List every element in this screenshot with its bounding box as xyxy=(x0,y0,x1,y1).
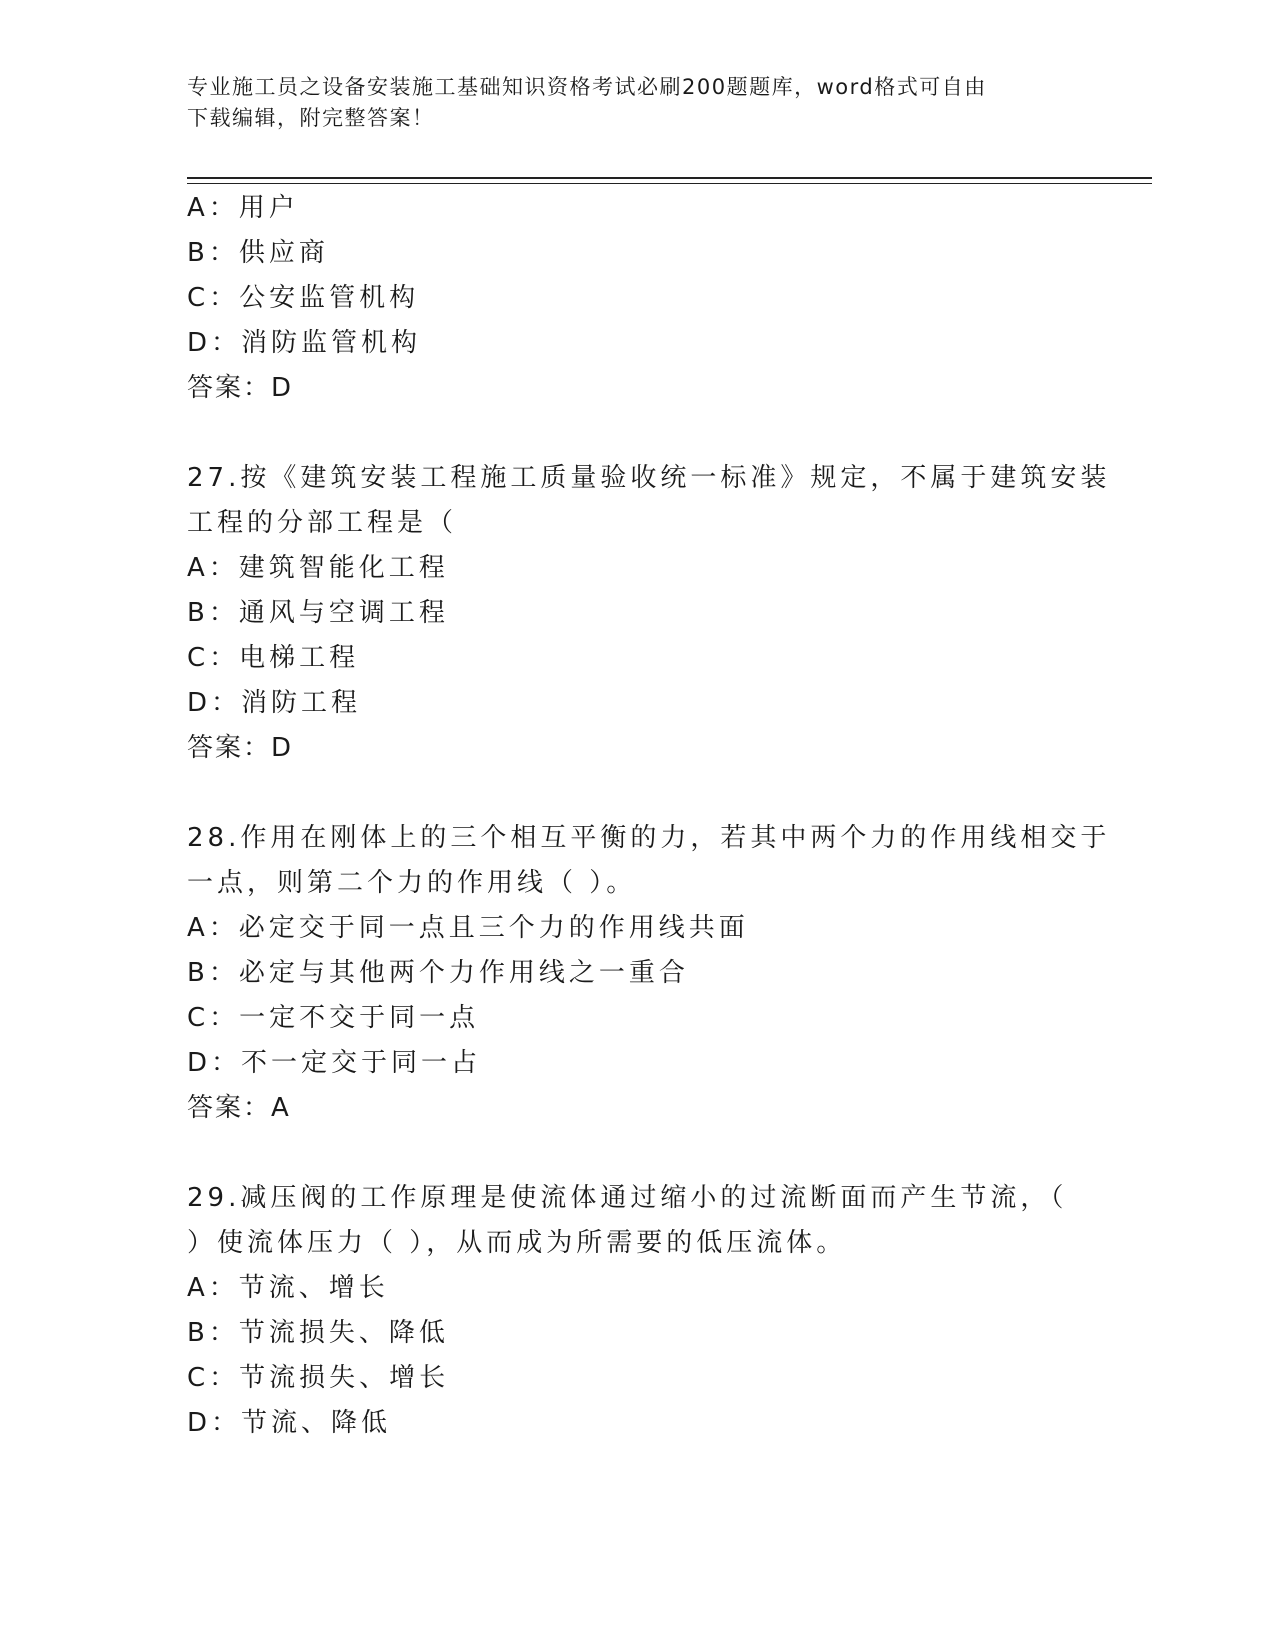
q27-stem-line-1: 27.按《建筑安装工程施工质量验收统一标准》规定，不属于建筑安装 xyxy=(187,463,1111,493)
q29-option-d: D：节流、降低 xyxy=(187,1408,392,1438)
q26-option-a: A：用户 xyxy=(187,193,299,223)
q29-option-b: B：节流损失、降低 xyxy=(187,1318,449,1348)
document-header xyxy=(187,72,1087,134)
q28-option-b: B：必定与其他两个力作用线之一重合 xyxy=(187,958,689,988)
q27-answer: 答案：D xyxy=(187,733,294,763)
q28-option-a: A：必定交于同一点且三个力的作用线共面 xyxy=(187,913,749,943)
q27-option-a: A：建筑智能化工程 xyxy=(187,553,449,583)
q27-option-b: B：通风与空调工程 xyxy=(187,598,449,628)
header-line-2: 下载编辑，附完整答案！ xyxy=(187,106,435,130)
q28-stem-line-1: 28.作用在刚体上的三个相互平衡的力，若其中两个力的作用线相交于 xyxy=(187,823,1111,853)
q28-answer: 答案：A xyxy=(187,1093,291,1123)
q29-stem-line-2: ）使流体压力（ ），从而成为所需要的低压流体。 xyxy=(187,1228,847,1258)
header-divider-thick xyxy=(187,177,1152,179)
q27-option-d: D：消防工程 xyxy=(187,688,362,718)
q26-option-d: D：消防监管机构 xyxy=(187,328,422,358)
q28-option-c: C：一定不交于同一点 xyxy=(187,1003,480,1033)
q27-option-c: C：电梯工程 xyxy=(187,643,360,673)
q26-option-b: B：供应商 xyxy=(187,238,329,268)
q28-option-d: D：不一定交于同一占 xyxy=(187,1048,482,1078)
q26-option-c: C：公安监管机构 xyxy=(187,283,420,313)
header-divider-thin xyxy=(187,183,1152,184)
q26-answer: 答案：D xyxy=(187,373,294,403)
q29-stem-line-1: 29.减压阀的工作原理是使流体通过缩小的过流断面而产生节流，（ xyxy=(187,1183,1068,1213)
q27-stem-line-2: 工程的分部工程是（ xyxy=(187,508,458,538)
q29-option-c: C：节流损失、增长 xyxy=(187,1363,450,1393)
header-line-1: 专业施工员之设备安装施工基础知识资格考试必刷200题题库，word格式可自由 xyxy=(187,75,987,99)
q29-option-a: A：节流、增长 xyxy=(187,1273,389,1303)
q28-stem-line-2: 一点，则第二个力的作用线（ ）。 xyxy=(187,868,637,898)
